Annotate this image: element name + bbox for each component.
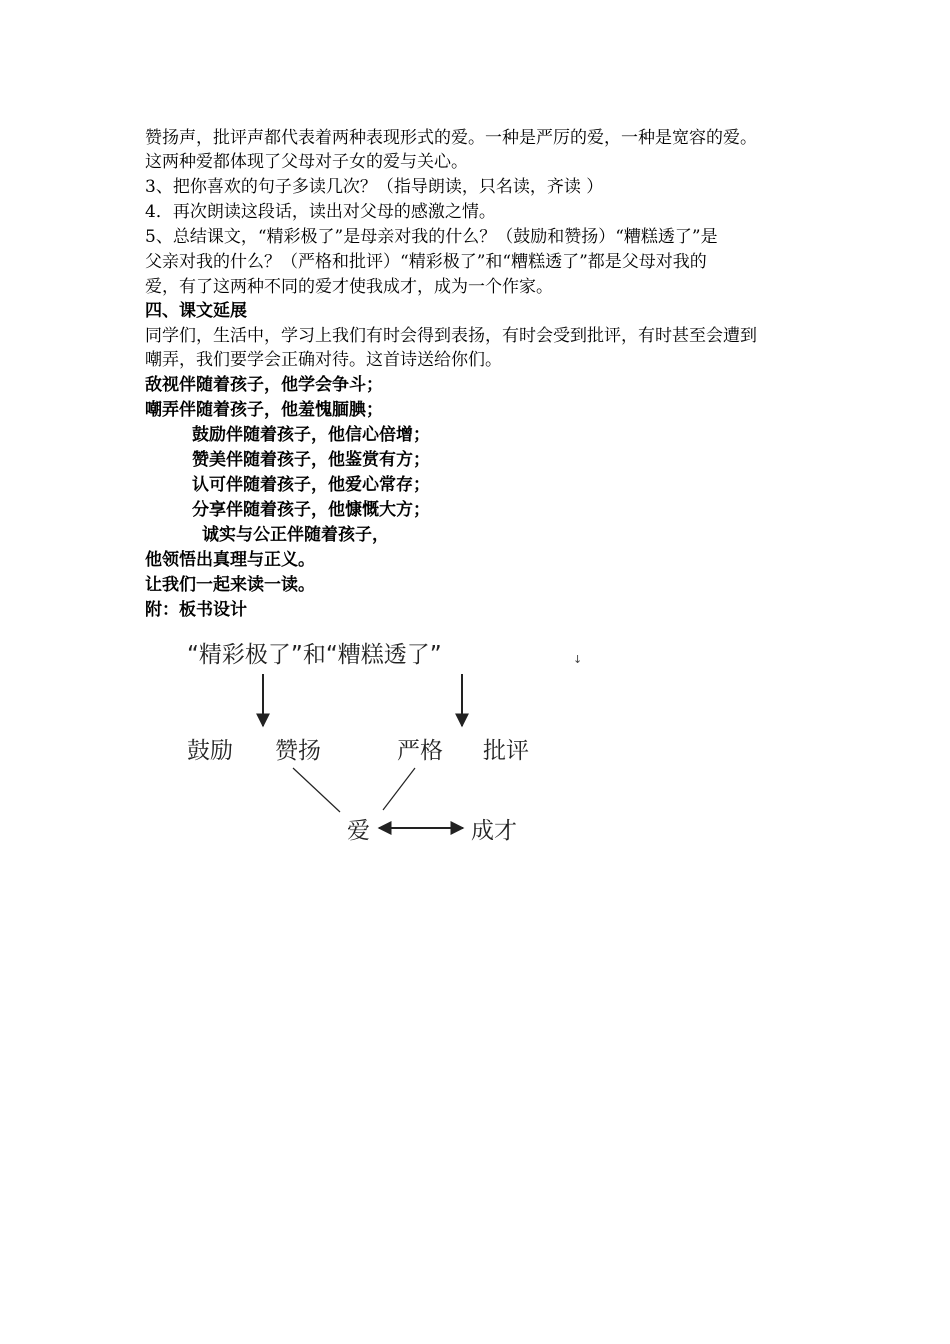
extension-line-2: 嘲弄，我们要学会正确对待。这首诗送给你们。 [145, 350, 502, 370]
section-heading-4: 四、课文延展 [145, 301, 247, 321]
label-criticism: 批评 [483, 738, 529, 764]
label-encourage: 鼓励 [187, 738, 233, 764]
step-5-line-3: 爱，有了这两种不同的爱才使我成才，成为一个作家。 [145, 277, 553, 297]
poem-line-6: 分享伴随着孩子，他慷慨大方； [192, 500, 430, 520]
connector-praise-love [293, 768, 340, 812]
label-strict: 严格 [397, 738, 443, 764]
small-arrow-mark: ↓ [573, 653, 583, 666]
label-success: 成才 [471, 818, 517, 844]
label-love: 爱 [347, 818, 370, 844]
paragraph-line-1: 赞扬声，批评声都代表着两种表现形式的爱。一种是严厉的爱，一种是宽容的爱。 [145, 128, 757, 148]
step-4-line: 4．再次朗读这段话，读出对父母的感激之情。 [145, 202, 496, 222]
step-5-line-2: 父亲对我的什么？（严格和批评）“精彩极了”和“糟糕透了”都是父母对我的 [145, 252, 707, 272]
step-5-line-1: 5、总结课文，“精彩极了”是母亲对我的什么？（鼓励和赞扬）“糟糕透了”是 [145, 227, 718, 247]
step-3-line: 3、把你喜欢的句子多读几次？（指导朗读，只名读，齐读 ） [145, 177, 604, 197]
paragraph-line-2: 这两种爱都体现了父母对子女的爱与关心。 [145, 152, 468, 172]
board-design-label: 附：板书设计 [145, 600, 247, 620]
poem-line-2: 嘲弄伴随着孩子，他羞愧腼腆； [145, 400, 383, 420]
connector-strict-love [383, 768, 415, 810]
read-together-line: 让我们一起来读一读。 [145, 575, 315, 595]
label-praise: 赞扬 [275, 738, 321, 764]
extension-line-1: 同学们，生活中，学习上我们有时会得到表扬，有时会受到批评，有时甚至会遭到 [145, 326, 757, 346]
poem-line-8: 他领悟出真理与正义。 [145, 550, 315, 570]
poem-line-7: 诚实与公正伴随着孩子， [202, 525, 389, 545]
poem-line-3: 鼓励伴随着孩子，他信心倍增； [192, 425, 430, 445]
diagram-title: “精彩极了”和“糟糕透了” [187, 642, 442, 668]
poem-line-5: 认可伴随着孩子，他爱心常存； [192, 475, 430, 495]
board-design-diagram [175, 628, 615, 858]
poem-line-4: 赞美伴随着孩子，他鉴赏有方； [192, 450, 430, 470]
poem-line-1: 敌视伴随着孩子，他学会争斗； [145, 375, 383, 395]
